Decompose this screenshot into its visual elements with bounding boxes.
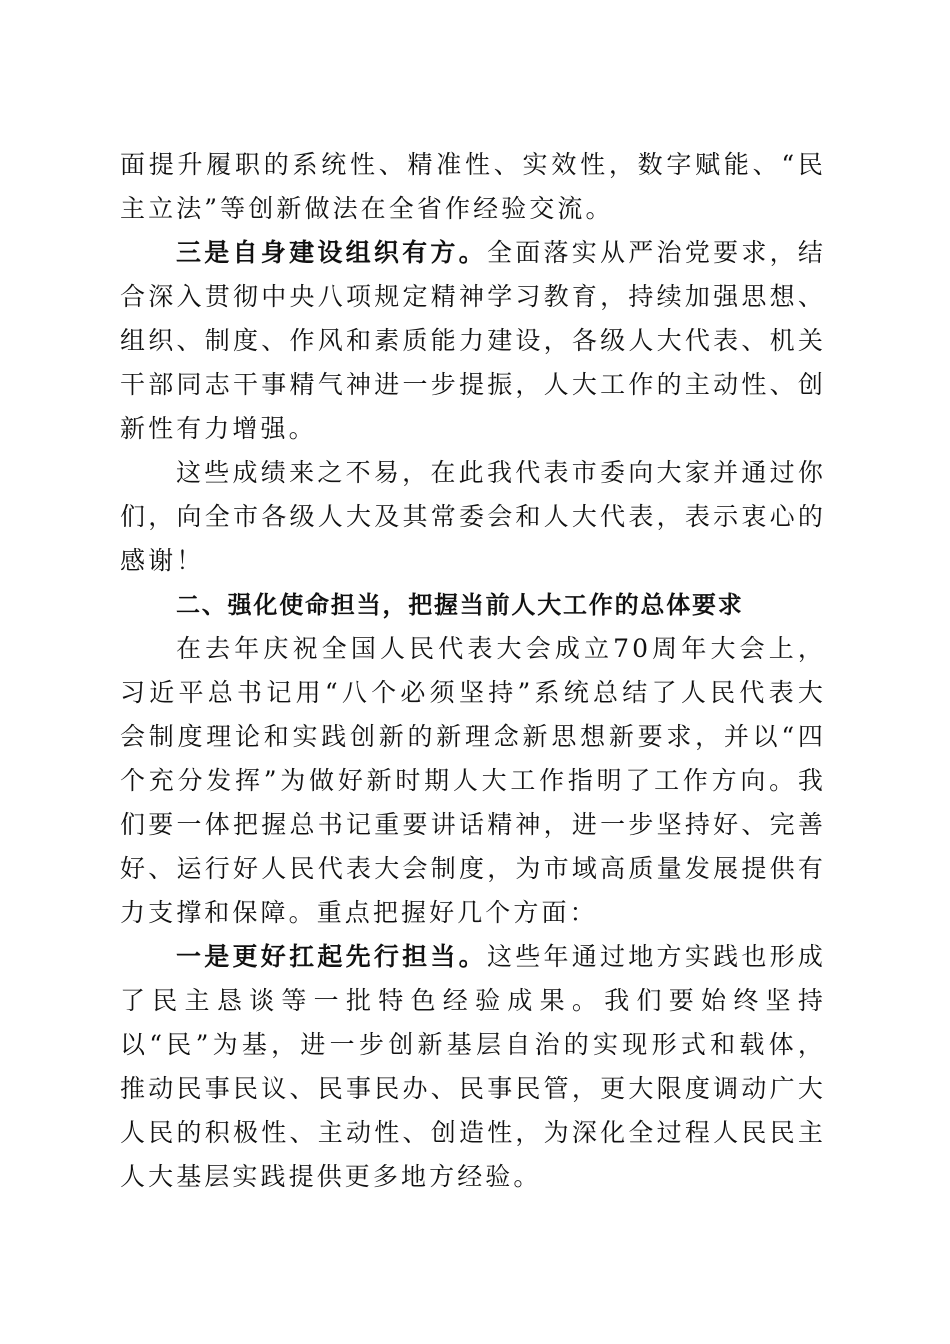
paragraph-self-building bbox=[120, 231, 826, 451]
paragraph-first-point bbox=[120, 935, 826, 1199]
paragraph-lead: 一是更好扛起先行担当。 bbox=[176, 942, 487, 971]
paragraph-text: 全面落实从严治党要求，结合深入贯彻中央八项规定精神学习教育，持续加强思想、组织、制度、作风和素质能力建设，各级人大代表、机关干部同志干事精气神进一步提振，人大工作的主动性、创新性有力增强。 bbox=[120, 238, 826, 443]
paragraph-lead: 三是自身建设组织有方。 bbox=[176, 238, 487, 267]
paragraph-text: 在去年庆祝全国人民代表大会成立70周年大会上，习近平总书记用“八个必须坚持”系统总结了人民代表大会制度理论和实践创新的新理念新思想新要求，并以“四个充分发挥”为做好新时期人大工作指明了工作方向。我们要一体把握总书记重要讲话精神，进一步坚持好、完善好、运行好人民代表大会制度，为市域高质量发展提供有力支撑和保障。重点把握好几个方面： bbox=[120, 634, 826, 927]
paragraph-continuation bbox=[120, 143, 826, 231]
paragraph-text: 这些成绩来之不易，在此我代表市委向大家并通过你们，向全市各级人大及其常委会和人大代表，表示衷心的感谢！ bbox=[120, 458, 826, 575]
paragraph-thanks bbox=[120, 451, 826, 583]
paragraph-text: 面提升履职的系统性、精准性、实效性，数字赋能、“民主立法”等创新做法在全省作经验交流。 bbox=[120, 150, 826, 223]
paragraph-text: 这些年通过地方实践也形成了民主恳谈等一批特色经验成果。我们要始终坚持以“民”为基，进一步创新基层自治的实现形式和载体，推动民事民议、民事民办、民事民管，更大限度调动广大人民的积极性、主动性、创造性，为深化全过程人民民主人大基层实践提供更多地方经验。 bbox=[120, 942, 826, 1191]
section-heading: 二、强化使命担当，把握当前人大工作的总体要求 bbox=[176, 591, 744, 619]
document-body bbox=[120, 143, 826, 1199]
paragraph-requirements bbox=[120, 627, 826, 935]
